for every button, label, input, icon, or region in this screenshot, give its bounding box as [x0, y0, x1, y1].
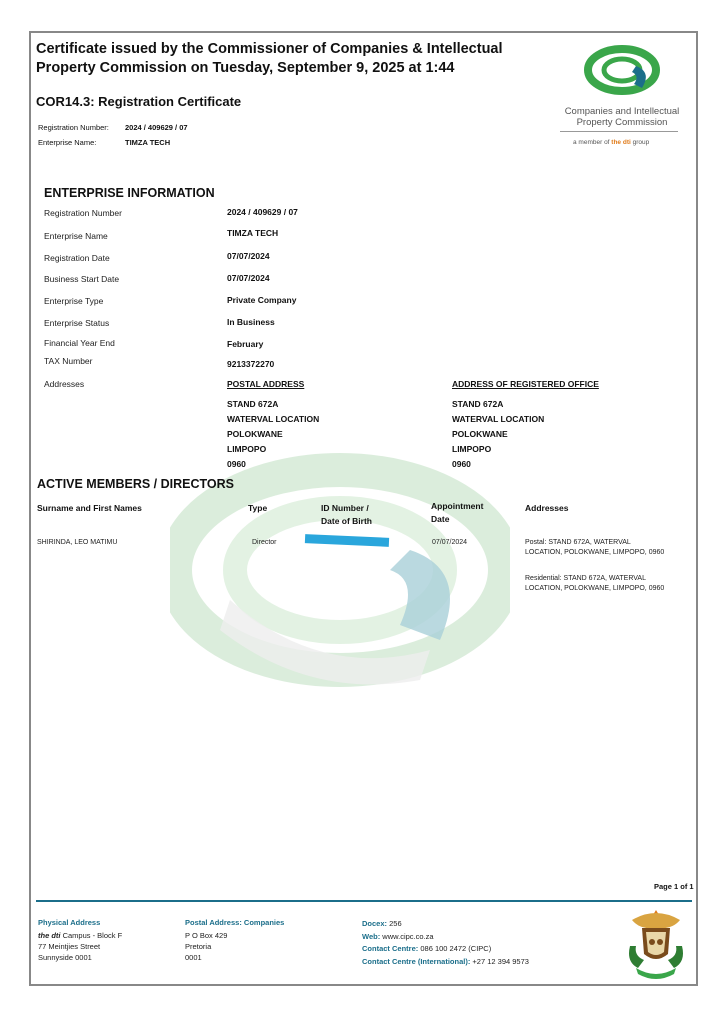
physical-address: the dti Campus - Block F 77 Meintjies Street Sunnyside 0001 — [38, 931, 123, 962]
header-name-value: TIMZA TECH — [125, 138, 171, 147]
row-label: Enterprise Status — [44, 318, 110, 328]
member-residential-address: Residential: STAND 672A, WATERVAL LOCATION, POLOKWANE, LIMPOPO, 0960 — [525, 575, 665, 592]
member-postal-address: Postal: STAND 672A, WATERVAL LOCATION, POLOKWANE, LIMPOPO, 0960 — [525, 539, 665, 556]
member-appointment-date: 07/07/2024 — [432, 539, 468, 546]
member-type: Director — [252, 539, 277, 546]
logo-divider — [560, 131, 678, 132]
col-appointment-header: Appointment Date — [431, 501, 484, 524]
postal-line: 0960 — [227, 459, 246, 469]
row-label: Enterprise Name — [44, 231, 108, 241]
postal-address-footer-heading: Postal Address: Companies — [185, 918, 285, 927]
row-label: Enterprise Type — [44, 296, 104, 306]
postal-address-heading: POSTAL ADDRESS — [227, 379, 305, 389]
addresses-label: Addresses — [44, 379, 85, 389]
registered-line: WATERVAL LOCATION — [452, 414, 545, 424]
postal-address-footer: P O Box 429 Pretoria 0001 — [185, 931, 228, 962]
row-value: 07/07/2024 — [227, 251, 270, 261]
logo-line-2: Property Commission — [576, 117, 668, 128]
certificate-subtitle: COR14.3: Registration Certificate — [36, 94, 242, 109]
row-label: Business Start Date — [44, 274, 120, 284]
row-value: In Business — [227, 317, 275, 327]
col-name-header: Surname and First Names — [37, 503, 142, 513]
row-value: 9213372270 — [227, 359, 275, 369]
postal-line: LIMPOPO — [227, 444, 267, 454]
registered-line: LIMPOPO — [452, 444, 492, 454]
members-heading: ACTIVE MEMBERS / DIRECTORS — [37, 477, 235, 491]
contact-details: Docex: 256 Web: www.cipc.co.za Contact Centre: 086 100 2472 (CIPC) Contact Centre (International): +27 12 394 9573 — [362, 919, 529, 966]
coat-of-arms-icon — [622, 906, 690, 982]
row-label: Registration Date — [44, 253, 110, 263]
footer-divider — [36, 900, 692, 902]
cipc-logo-icon — [582, 44, 662, 96]
row-value: 07/07/2024 — [227, 273, 270, 283]
row-label: TAX Number — [44, 356, 93, 366]
row-value: TIMZA TECH — [227, 228, 279, 238]
header-reg-value: 2024 / 409629 / 07 — [125, 123, 188, 132]
logo-line-1: Companies and Intellectual — [564, 106, 680, 117]
physical-address-heading: Physical Address — [38, 918, 101, 927]
member-name: SHIRINDA, LEO MATIMU — [37, 539, 118, 546]
enterprise-heading: ENTERPRISE INFORMATION — [44, 186, 215, 200]
row-label: Registration Number — [44, 208, 122, 218]
registered-line: 0960 — [452, 459, 471, 469]
registered-line: STAND 672A — [452, 399, 504, 409]
postal-line: STAND 672A — [227, 399, 279, 409]
postal-line: POLOKWANE — [227, 429, 283, 439]
postal-line: WATERVAL LOCATION — [227, 414, 320, 424]
col-id-header: ID Number / Date of Birth — [321, 503, 372, 526]
row-value: Private Company — [227, 295, 297, 305]
logo-member-text: a member of the dti group — [573, 139, 650, 146]
col-type-header: Type — [248, 503, 268, 513]
header-reg-label: Registration Number: — [38, 123, 109, 132]
col-addresses-header: Addresses — [525, 503, 569, 513]
page-number: Page 1 of 1 — [654, 882, 694, 891]
registered-line: POLOKWANE — [452, 429, 508, 439]
row-label: Financial Year End — [44, 338, 115, 348]
registered-office-heading: ADDRESS OF REGISTERED OFFICE — [452, 379, 599, 389]
certificate-title: Certificate issued by the Commissioner of Companies & Intellectual Property Commission on Tuesday, September 9, 2025 at 1:44 — [36, 41, 503, 76]
row-value: 2024 / 409629 / 07 — [227, 207, 298, 217]
row-value: February — [227, 339, 264, 349]
header-name-label: Enterprise Name: — [38, 138, 97, 147]
